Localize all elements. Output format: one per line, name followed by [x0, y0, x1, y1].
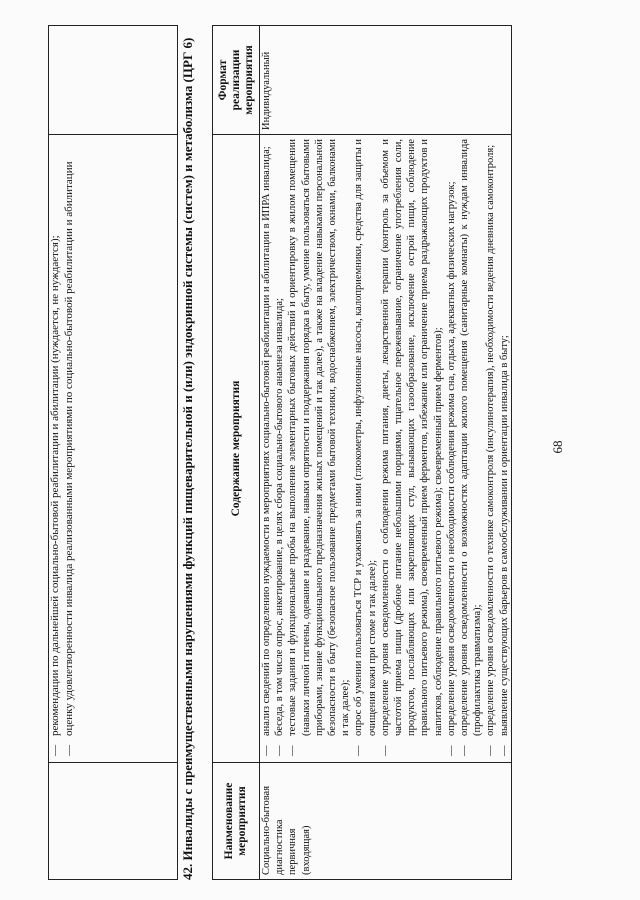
list-item: — оценку удовлетворенности инвалида реализованными мероприятиями по социально-бытовой реабилитации и абилитации: [63, 139, 77, 758]
list-item: — определение уровня осведомленности о соблюдении режима питания, диеты, лекарственной терапии (контроль за объемом и частотой приема пищи (дробное питание небольшими порциями, тщательное пережевывание, ограничение употребления соли, продуктов, послабляющих или закрепляющих стул, вызывающих газообразование, исключение острой пищи, соблюдение правильного питьевого режима), своевременный прием ферментов, избежание или ограничение приема раздражающих продуктов и напитков, соблюдение правильного питьевого режима); своевременный прием ферментов);: [379, 139, 445, 758]
section-title: 42. Инвалиды с преимущественными нарушениями функций пищеварительной и (или) эндокринной системы (систем) и метаболизма (ЦРГ 6): [180, 37, 195, 880]
table-cell-empty: [49, 26, 178, 135]
header-format: Формат реализации мероприятия: [213, 26, 260, 135]
list-item: — анализ сведений по определению нуждаемости в мероприятиях социально-бытовой реабилитации и абилитации в ИПРА инвалида;: [260, 139, 273, 758]
list-item: — беседа, в том числе опрос, анкетирование, в целях сбора социально-бытового анамнеза инвалида;: [273, 139, 286, 758]
measure-name-line: первичная: [287, 828, 299, 875]
list-item: — тестовые задания и функциональные пробы на выполнение элементарных бытовых действий и ориентировку в жилом помещении (навыки личной гигиены, одевание и раздевание, навыки опрятности и поддержания порядка в быту, умение пользоваться бытовыми приборами, знание функционального предназначения жилых помещений и так далее), а также на владение навыками персональной безопасности в быту (безопасное пользование предметами бытовой техники, водоснабжением, электричеством, окнами, балконами и так далее);: [286, 139, 352, 758]
measure-name-line: (входящая): [300, 825, 312, 875]
list-item: — рекомендации по дальнейшей социально-бытовой реабилитации и абилитации (нуждается, не нуждается);: [49, 139, 63, 758]
measures-table: [212, 25, 512, 880]
list-item: — выявление существующих барьеров в самообслуживании и ориентации инвалида в быту;: [498, 139, 511, 758]
list-item: — опрос об умении пользоваться ТСР и ухаживать за ними (глюкометры, инфузионные насосы, калоприемники, средства для защиты и очищения кожи при стоме и так далее);: [352, 139, 378, 758]
header-content: Содержание мероприятия: [213, 135, 260, 763]
measure-content-cell: [260, 135, 512, 763]
page-number: 68: [550, 440, 565, 454]
rotated-page-content: [40, 20, 600, 880]
table-cell-content: [49, 135, 178, 763]
bullet-list: [49, 139, 76, 758]
table-row: [49, 26, 178, 880]
header-name: Наименование мероприятия: [213, 763, 260, 880]
table-row: [260, 26, 512, 880]
list-item: — определение уровня осведомленности о технике самоконтроля (инсулинотерапия), необходимости ведения дневника самоконтроля;: [484, 139, 497, 758]
table-cell-empty: [49, 763, 178, 880]
table-header-row: [213, 26, 260, 880]
measure-name-cell: [260, 763, 512, 880]
list-item: — определение уровня осведомленности о необходимости соблюдения режима сна, отдыха, адекватных физических нагрузок;: [445, 139, 458, 758]
measure-format-cell: Индивидуальный: [260, 26, 512, 135]
list-item: — определение уровня осведомленности о возможностях адаптации жилого помещения (санитарные комнаты) к нуждам инвалида (профилактика травматизма);: [458, 139, 484, 758]
measure-name-line: Социально-бытовая диагностика: [261, 785, 286, 875]
bullet-list: [260, 139, 511, 758]
continued-table: [48, 25, 178, 880]
